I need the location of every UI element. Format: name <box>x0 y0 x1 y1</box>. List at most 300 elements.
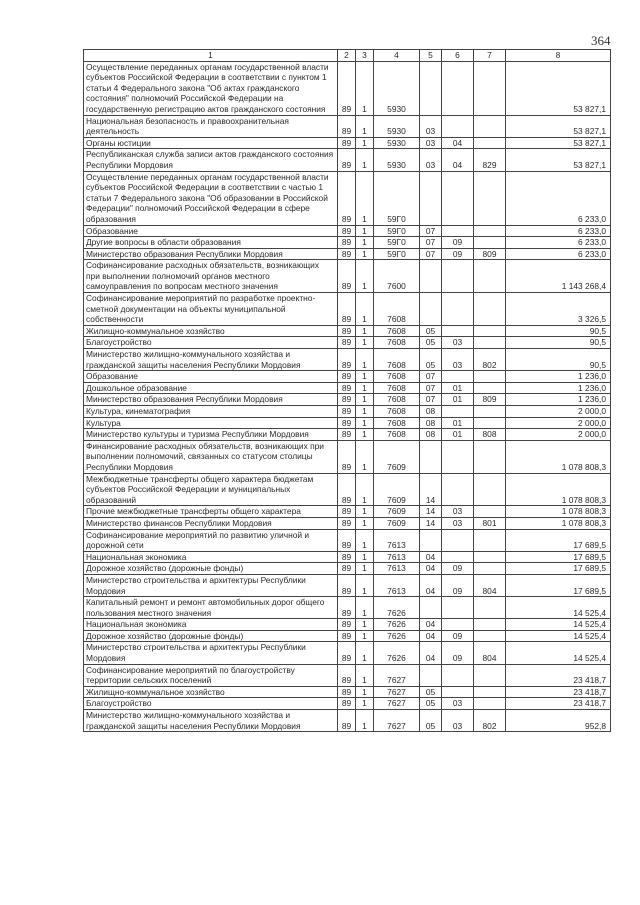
col-3-cell: 1 <box>356 686 374 698</box>
col-4-cell: 7608 <box>374 293 420 326</box>
header-col-7: 7 <box>474 50 506 62</box>
table-row <box>84 642 611 664</box>
amount-cell: 17 689,5 <box>506 551 611 563</box>
table-row <box>84 349 611 371</box>
col-5-cell: 04 <box>420 574 442 596</box>
col-3-cell: 1 <box>356 382 374 394</box>
table-row <box>84 337 611 349</box>
col-5-cell: 04 <box>420 619 442 631</box>
col-7-cell <box>474 686 506 698</box>
col-7-cell: 802 <box>474 710 506 732</box>
row-name-cell: Прочие межбюджетные трансферты общего характера <box>84 506 338 518</box>
col-7-cell <box>474 171 506 225</box>
col-4-cell: 5930 <box>374 61 420 115</box>
table-row <box>84 171 611 225</box>
budget-table <box>83 49 611 732</box>
col-2-cell: 89 <box>338 597 356 619</box>
col-5-cell: 08 <box>420 417 442 429</box>
col-7-cell <box>474 260 506 293</box>
col-5-cell: 14 <box>420 473 442 506</box>
col-7-cell: 802 <box>474 349 506 371</box>
col-6-cell <box>442 619 474 631</box>
col-7-cell <box>474 551 506 563</box>
col-7-cell <box>474 597 506 619</box>
col-5-cell: 04 <box>420 642 442 664</box>
col-2-cell: 89 <box>338 171 356 225</box>
row-name-cell: Национальная безопасность и правоохранительная деятельность <box>84 115 338 137</box>
col-6-cell <box>442 225 474 237</box>
col-4-cell: 5930 <box>374 115 420 137</box>
col-5-cell: 03 <box>420 149 442 171</box>
col-4-cell: 59Г0 <box>374 225 420 237</box>
col-5-cell: 05 <box>420 349 442 371</box>
col-5-cell: 08 <box>420 406 442 418</box>
table-row <box>84 440 611 473</box>
col-4-cell: 7608 <box>374 325 420 337</box>
col-3-cell: 1 <box>356 710 374 732</box>
amount-cell: 90,5 <box>506 325 611 337</box>
col-5-cell: 07 <box>420 371 442 383</box>
col-6-cell <box>442 440 474 473</box>
col-6-cell: 03 <box>442 337 474 349</box>
col-2-cell: 89 <box>338 371 356 383</box>
col-3-cell: 1 <box>356 630 374 642</box>
amount-cell: 1 236,0 <box>506 394 611 406</box>
table-row <box>84 698 611 710</box>
col-3-cell: 1 <box>356 171 374 225</box>
col-5-cell: 04 <box>420 551 442 563</box>
col-6-cell <box>442 171 474 225</box>
col-3-cell: 1 <box>356 248 374 260</box>
col-3-cell: 1 <box>356 225 374 237</box>
col-3-cell: 1 <box>356 664 374 686</box>
row-name-cell: Республиканская служба записи актов гражданского состояния Республики Мордовия <box>84 149 338 171</box>
col-7-cell <box>474 417 506 429</box>
amount-cell: 1 236,0 <box>506 382 611 394</box>
col-6-cell <box>442 115 474 137</box>
amount-cell: 1 236,0 <box>506 371 611 383</box>
col-5-cell <box>420 171 442 225</box>
col-4-cell: 7609 <box>374 506 420 518</box>
col-7-cell <box>474 337 506 349</box>
col-3-cell: 1 <box>356 394 374 406</box>
amount-cell: 1 078 808,3 <box>506 517 611 529</box>
col-4-cell: 7627 <box>374 698 420 710</box>
col-4-cell: 7613 <box>374 574 420 596</box>
table-row <box>84 619 611 631</box>
col-7-cell <box>474 630 506 642</box>
col-6-cell <box>442 293 474 326</box>
amount-cell: 14 525,4 <box>506 630 611 642</box>
col-5-cell: 03 <box>420 137 442 149</box>
col-4-cell: 7608 <box>374 337 420 349</box>
col-2-cell: 89 <box>338 664 356 686</box>
col-2-cell: 89 <box>338 563 356 575</box>
col-3-cell: 1 <box>356 440 374 473</box>
amount-cell: 1 143 268,4 <box>506 260 611 293</box>
table-row <box>84 563 611 575</box>
col-3-cell: 1 <box>356 563 374 575</box>
amount-cell: 2 000,0 <box>506 417 611 429</box>
col-5-cell: 08 <box>420 429 442 441</box>
col-7-cell: 829 <box>474 149 506 171</box>
amount-cell: 1 078 808,3 <box>506 473 611 506</box>
col-3-cell: 1 <box>356 473 374 506</box>
col-7-cell <box>474 115 506 137</box>
col-7-cell <box>474 382 506 394</box>
col-5-cell <box>420 293 442 326</box>
col-6-cell: 01 <box>442 394 474 406</box>
col-3-cell: 1 <box>356 237 374 249</box>
col-2-cell: 89 <box>338 619 356 631</box>
col-3-cell: 1 <box>356 115 374 137</box>
col-6-cell <box>442 686 474 698</box>
amount-cell: 3 326,5 <box>506 293 611 326</box>
col-2-cell: 89 <box>338 642 356 664</box>
col-6-cell: 03 <box>442 698 474 710</box>
col-6-cell <box>442 551 474 563</box>
header-col-1: 1 <box>84 50 338 62</box>
row-name-cell: Софинансирование мероприятий по развитию уличной и дорожной сети <box>84 529 338 551</box>
col-7-cell <box>474 440 506 473</box>
header-col-8: 8 <box>506 50 611 62</box>
table-row <box>84 429 611 441</box>
col-5-cell: 04 <box>420 630 442 642</box>
col-3-cell: 1 <box>356 619 374 631</box>
amount-cell: 952,8 <box>506 710 611 732</box>
col-3-cell: 1 <box>356 529 374 551</box>
amount-cell: 90,5 <box>506 349 611 371</box>
col-2-cell: 89 <box>338 551 356 563</box>
amount-cell: 1 078 808,3 <box>506 440 611 473</box>
col-6-cell <box>442 473 474 506</box>
col-6-cell <box>442 371 474 383</box>
col-2-cell: 89 <box>338 237 356 249</box>
table-row <box>84 225 611 237</box>
amount-cell: 14 525,4 <box>506 642 611 664</box>
amount-cell: 53 827,1 <box>506 115 611 137</box>
col-3-cell: 1 <box>356 349 374 371</box>
col-2-cell: 89 <box>338 293 356 326</box>
row-name-cell: Образование <box>84 225 338 237</box>
col-2-cell: 89 <box>338 382 356 394</box>
table-row <box>84 382 611 394</box>
col-7-cell <box>474 406 506 418</box>
col-6-cell <box>442 61 474 115</box>
col-4-cell: 7608 <box>374 417 420 429</box>
table-row <box>84 371 611 383</box>
table-row <box>84 710 611 732</box>
col-3-cell: 1 <box>356 642 374 664</box>
table-row <box>84 406 611 418</box>
header-col-6: 6 <box>442 50 474 62</box>
table-row <box>84 630 611 642</box>
table-row <box>84 137 611 149</box>
col-6-cell: 01 <box>442 417 474 429</box>
amount-cell: 6 233,0 <box>506 248 611 260</box>
row-name-cell: Дошкольное образование <box>84 382 338 394</box>
col-5-cell: 14 <box>420 517 442 529</box>
col-4-cell: 7626 <box>374 642 420 664</box>
amount-cell: 23 418,7 <box>506 698 611 710</box>
amount-cell: 6 233,0 <box>506 237 611 249</box>
col-4-cell: 7608 <box>374 349 420 371</box>
col-2-cell: 89 <box>338 394 356 406</box>
col-4-cell: 59Г0 <box>374 171 420 225</box>
page-number: 364 <box>591 33 611 48</box>
col-5-cell: 07 <box>420 248 442 260</box>
col-7-cell: 804 <box>474 574 506 596</box>
col-7-cell <box>474 225 506 237</box>
row-name-cell: Благоустройство <box>84 337 338 349</box>
row-name-cell: Жилищно-коммунальное хозяйство <box>84 325 338 337</box>
col-4-cell: 7613 <box>374 551 420 563</box>
col-5-cell: 07 <box>420 237 442 249</box>
table-row <box>84 394 611 406</box>
amount-cell: 90,5 <box>506 337 611 349</box>
col-2-cell: 89 <box>338 698 356 710</box>
col-6-cell: 09 <box>442 248 474 260</box>
col-7-cell <box>474 619 506 631</box>
col-4-cell: 7626 <box>374 619 420 631</box>
col-7-cell: 809 <box>474 248 506 260</box>
col-3-cell: 1 <box>356 61 374 115</box>
col-2-cell: 89 <box>338 61 356 115</box>
col-3-cell: 1 <box>356 371 374 383</box>
header-col-2: 2 <box>338 50 356 62</box>
col-7-cell <box>474 506 506 518</box>
col-3-cell: 1 <box>356 517 374 529</box>
row-name-cell: Осуществление переданных органам государственной власти субъектов Российской Федерации в соответствии с частью 1 статьи 7 Федерального закона "Об образовании в Российской Федерации" полномочий Российской Федерации в сфере образования <box>84 171 338 225</box>
col-2-cell: 89 <box>338 149 356 171</box>
row-name-cell: Капитальный ремонт и ремонт автомобильных дорог общего пользования местного значения <box>84 597 338 619</box>
row-name-cell: Министерство образования Республики Мордовия <box>84 394 338 406</box>
col-3-cell: 1 <box>356 429 374 441</box>
amount-cell: 14 525,4 <box>506 597 611 619</box>
col-3-cell: 1 <box>356 293 374 326</box>
col-4-cell: 7626 <box>374 597 420 619</box>
col-4-cell: 5930 <box>374 149 420 171</box>
col-6-cell: 01 <box>442 429 474 441</box>
col-5-cell <box>420 664 442 686</box>
amount-cell: 6 233,0 <box>506 171 611 225</box>
row-name-cell: Министерство культуры и туризма Республики Мордовия <box>84 429 338 441</box>
col-7-cell <box>474 325 506 337</box>
col-6-cell <box>442 529 474 551</box>
col-6-cell: 09 <box>442 642 474 664</box>
col-3-cell: 1 <box>356 597 374 619</box>
col-7-cell: 801 <box>474 517 506 529</box>
amount-cell: 23 418,7 <box>506 686 611 698</box>
col-2-cell: 89 <box>338 260 356 293</box>
row-name-cell: Межбюджетные трансферты общего характера бюджетам субъектов Российской Федерации и муниципальных образований <box>84 473 338 506</box>
table-row <box>84 325 611 337</box>
col-5-cell: 05 <box>420 698 442 710</box>
row-name-cell: Культура, кинематография <box>84 406 338 418</box>
amount-cell: 17 689,5 <box>506 574 611 596</box>
col-7-cell <box>474 563 506 575</box>
col-7-cell <box>474 371 506 383</box>
col-4-cell: 7626 <box>374 630 420 642</box>
col-2-cell: 89 <box>338 429 356 441</box>
table-row <box>84 597 611 619</box>
col-3-cell: 1 <box>356 574 374 596</box>
col-2-cell: 89 <box>338 529 356 551</box>
col-7-cell: 809 <box>474 394 506 406</box>
col-5-cell: 05 <box>420 325 442 337</box>
col-5-cell: 07 <box>420 225 442 237</box>
col-4-cell: 7613 <box>374 563 420 575</box>
row-name-cell: Осуществление переданных органам государственной власти субъектов Российской Федерации в соответствии с пунктом 1 статьи 4 Федерального закона "Об актах гражданского состояния" полномочий Российской Федерации на государственную регистрацию актов гражданского состояния <box>84 61 338 115</box>
table-row <box>84 473 611 506</box>
col-2-cell: 89 <box>338 137 356 149</box>
table-row <box>84 506 611 518</box>
col-6-cell: 09 <box>442 630 474 642</box>
col-7-cell: 808 <box>474 429 506 441</box>
row-name-cell: Министерство строительства и архитектуры Республики Мордовия <box>84 642 338 664</box>
col-7-cell <box>474 664 506 686</box>
col-2-cell: 89 <box>338 440 356 473</box>
amount-cell: 2 000,0 <box>506 406 611 418</box>
table-body <box>84 61 611 732</box>
row-name-cell: Дорожное хозяйство (дорожные фонды) <box>84 630 338 642</box>
col-2-cell: 89 <box>338 630 356 642</box>
row-name-cell: Дорожное хозяйство (дорожные фонды) <box>84 563 338 575</box>
col-4-cell: 7627 <box>374 664 420 686</box>
row-name-cell: Финансирование расходных обязательств, возникающих при выполнении полномочий, связанных со статусом столицы Республики Мордовия <box>84 440 338 473</box>
col-5-cell <box>420 440 442 473</box>
table-row <box>84 237 611 249</box>
col-4-cell: 7609 <box>374 440 420 473</box>
col-3-cell: 1 <box>356 417 374 429</box>
col-3-cell: 1 <box>356 551 374 563</box>
row-name-cell: Софинансирование мероприятий по благоустройству территории сельских поселений <box>84 664 338 686</box>
col-5-cell: 07 <box>420 382 442 394</box>
col-4-cell: 5930 <box>374 137 420 149</box>
col-2-cell: 89 <box>338 506 356 518</box>
col-4-cell: 59Г0 <box>374 237 420 249</box>
col-4-cell: 7627 <box>374 686 420 698</box>
col-6-cell: 03 <box>442 349 474 371</box>
col-5-cell: 14 <box>420 506 442 518</box>
col-6-cell: 03 <box>442 710 474 732</box>
col-7-cell <box>474 698 506 710</box>
col-6-cell <box>442 597 474 619</box>
col-6-cell: 09 <box>442 574 474 596</box>
col-7-cell <box>474 529 506 551</box>
col-5-cell: 05 <box>420 337 442 349</box>
col-6-cell <box>442 325 474 337</box>
col-4-cell: 59Г0 <box>374 248 420 260</box>
col-4-cell: 7613 <box>374 529 420 551</box>
row-name-cell: Благоустройство <box>84 698 338 710</box>
amount-cell: 23 418,7 <box>506 664 611 686</box>
col-3-cell: 1 <box>356 506 374 518</box>
col-6-cell: 03 <box>442 517 474 529</box>
col-6-cell: 09 <box>442 237 474 249</box>
amount-cell: 53 827,1 <box>506 149 611 171</box>
col-6-cell <box>442 406 474 418</box>
col-2-cell: 89 <box>338 406 356 418</box>
col-4-cell: 7608 <box>374 429 420 441</box>
amount-cell: 17 689,5 <box>506 529 611 551</box>
col-7-cell <box>474 293 506 326</box>
col-2-cell: 89 <box>338 337 356 349</box>
amount-cell: 17 689,5 <box>506 563 611 575</box>
table-header-row <box>84 50 611 62</box>
col-2-cell: 89 <box>338 686 356 698</box>
col-7-cell <box>474 61 506 115</box>
col-6-cell: 03 <box>442 506 474 518</box>
row-name-cell: Национальная экономика <box>84 619 338 631</box>
col-4-cell: 7600 <box>374 260 420 293</box>
table-row <box>84 551 611 563</box>
row-name-cell: Софинансирование расходных обязательств, возникающих при выполнении полномочий органов местного самоуправления по вопросам местного значения <box>84 260 338 293</box>
col-5-cell <box>420 260 442 293</box>
table-row <box>84 115 611 137</box>
col-3-cell: 1 <box>356 260 374 293</box>
amount-cell: 6 233,0 <box>506 225 611 237</box>
col-5-cell: 04 <box>420 563 442 575</box>
col-2-cell: 89 <box>338 473 356 506</box>
col-7-cell: 804 <box>474 642 506 664</box>
col-5-cell: 03 <box>420 115 442 137</box>
col-4-cell: 7608 <box>374 382 420 394</box>
col-7-cell <box>474 237 506 249</box>
table-row <box>84 574 611 596</box>
col-3-cell: 1 <box>356 337 374 349</box>
col-4-cell: 7609 <box>374 517 420 529</box>
table-row <box>84 260 611 293</box>
amount-cell: 53 827,1 <box>506 61 611 115</box>
table-row <box>84 293 611 326</box>
col-7-cell <box>474 137 506 149</box>
col-2-cell: 89 <box>338 248 356 260</box>
row-name-cell: Национальная экономика <box>84 551 338 563</box>
row-name-cell: Министерство строительства и архитектуры Республики Мордовия <box>84 574 338 596</box>
table-row <box>84 248 611 260</box>
table-row <box>84 61 611 115</box>
col-4-cell: 7608 <box>374 406 420 418</box>
amount-cell: 2 000,0 <box>506 429 611 441</box>
col-5-cell <box>420 597 442 619</box>
col-5-cell <box>420 529 442 551</box>
col-6-cell: 09 <box>442 563 474 575</box>
col-6-cell: 01 <box>442 382 474 394</box>
col-5-cell: 05 <box>420 710 442 732</box>
header-col-3: 3 <box>356 50 374 62</box>
col-6-cell <box>442 260 474 293</box>
table-row <box>84 417 611 429</box>
row-name-cell: Органы юстиции <box>84 137 338 149</box>
col-5-cell <box>420 61 442 115</box>
amount-cell: 53 827,1 <box>506 137 611 149</box>
col-3-cell: 1 <box>356 406 374 418</box>
table-row <box>84 529 611 551</box>
row-name-cell: Министерство образования Республики Мордовия <box>84 248 338 260</box>
col-3-cell: 1 <box>356 149 374 171</box>
row-name-cell: Жилищно-коммунальное хозяйство <box>84 686 338 698</box>
amount-cell: 1 078 808,3 <box>506 506 611 518</box>
row-name-cell: Министерство финансов Республики Мордовия <box>84 517 338 529</box>
col-2-cell: 89 <box>338 417 356 429</box>
col-2-cell: 89 <box>338 115 356 137</box>
amount-cell: 14 525,4 <box>506 619 611 631</box>
table-row <box>84 149 611 171</box>
col-6-cell: 04 <box>442 149 474 171</box>
row-name-cell: Министерство жилищно-коммунального хозяйства и гражданской защиты населения Республики Мордовия <box>84 710 338 732</box>
col-5-cell: 05 <box>420 686 442 698</box>
